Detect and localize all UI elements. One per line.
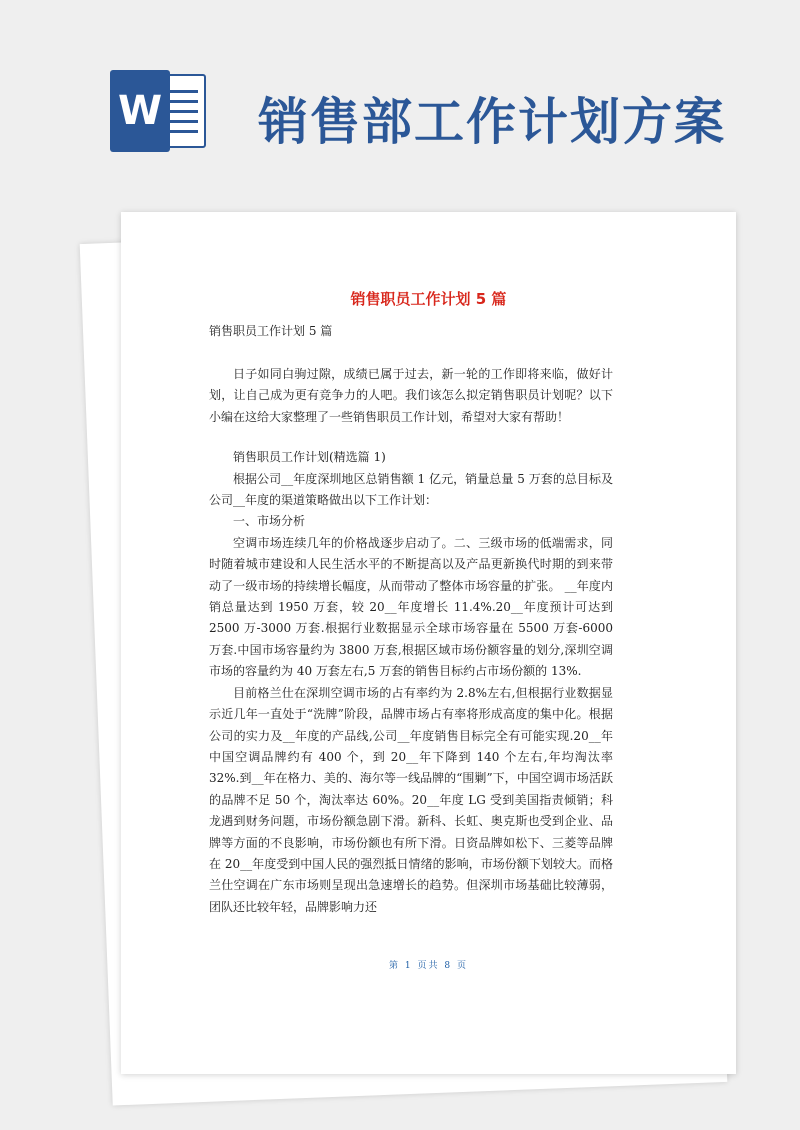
document-title: 销售职员工作计划 5 篇: [350, 290, 507, 308]
paragraph-market-analysis: 空调市场连续几年的价格战逐步启动了。二、三级市场的低端需求，同时随着城市建设和人民生活水平的不断提高以及产品更新换代时期的到来带动了一级市场的持续增长幅度，从而带动了整体市场容量的扩张。 __年度内销总量达到 1950 万套，较 20__年度增长 11.4%.20__年度预计可达到 2500 万-3000 万套.根据行业数据显示全球市场容量在 5500 万套-6000 万套.中国市场容量约为 3800 万套,根据区域市场份额容量的划分,深圳空调市场的容量约为 40 万套左右,5 万套的销售目标约占市场份额的 13%.: [209, 535, 613, 679]
page-footer: 第 1 页共 8 页: [389, 961, 468, 971]
banner-title: 销售部工作计划方案: [258, 93, 726, 151]
paragraph-intro: 日子如同白驹过隙，成绩已属于过去，新一轮的工作即将来临，做好计划，让自己成为更有竞争力的人吧。我们该怎么拟定销售职员计划呢？以下小编在这给大家整理了一些销售职员工作计划，希望对大家有帮助！: [209, 367, 613, 424]
document-page: [121, 212, 736, 1074]
document-body: [209, 364, 613, 918]
banner-header: [0, 0, 800, 190]
paragraph-goal: 根据公司__年度深圳地区总销售额 1 亿元，销量总量 5 万套的总目标及公司__年度的渠道策略做出以下工作计划：: [209, 471, 613, 508]
paragraph-section-heading: 销售职员工作计划(精选篇 1): [233, 450, 386, 465]
word-document-icon: [110, 70, 210, 152]
paragraph-market-heading: 一、市场分析: [233, 514, 306, 529]
paragraph-brand-analysis: 目前格兰仕在深圳空调市场的占有率约为 2.8%左右,但根据行业数据显示近几年一直处于“洗牌”阶段，品牌市场占有率将形成高度的集中化。根据公司的实力及__年度的产品线,公司__年度销售目标完全有可能实现.20__年中国空调品牌约有 400 个，到 20__年下降到 140 个左右,年均淘汰率 32%.到__年在格力、美的、海尔等一线品牌的“围剿”下，中国空调市场活跃的品牌不足 50 个，淘汰率达 60%。20__年度 LG 受到美国指责倾销；科龙遇到财务问题，市场份额急剧下滑。新科、长虹、奥克斯也受到企业、品牌等方面的不良影响，市场份额也有所下滑。日资品牌如松下、三菱等品牌在 20__年度受到中国人民的强烈抵日情绪的影响，市场份额下划较大。而格兰仕空调在广东市场则呈现出急速增长的趋势。但深圳市场基础比较薄弱，团队还比较年轻，品牌影响力还: [209, 685, 613, 914]
word-logo-letter: W: [110, 70, 170, 152]
document-subtitle: 销售职员工作计划 5 篇: [209, 324, 333, 338]
